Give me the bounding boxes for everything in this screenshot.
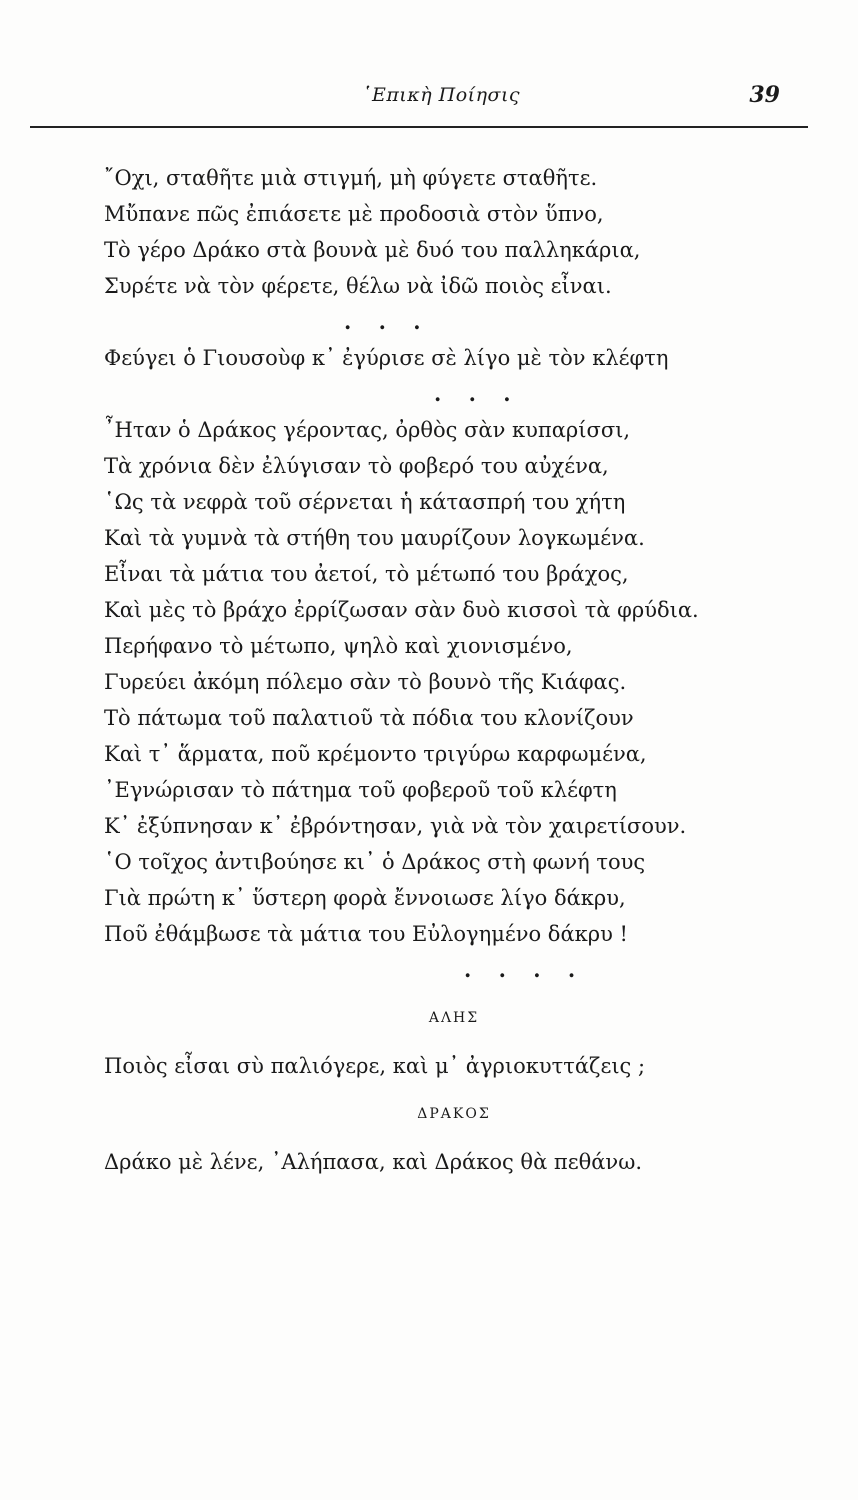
speaker-name-alis: ΑΛΗΣ	[428, 1010, 480, 1026]
page-number: 39	[749, 82, 780, 108]
verse-line: Καὶ τ᾿ ἅρματα, ποῦ κρέμοντο τριγύρω καρφωμένα,	[104, 742, 647, 766]
poem-body	[104, 160, 784, 1180]
running-head	[96, 84, 786, 116]
verse-line: Συρέτε νὰ τὸν φέρετε, θέλω νὰ ἰδῶ ποιὸς εἶναι.	[104, 274, 612, 298]
verse-line: Τὸ πάτωμα τοῦ παλατιοῦ τὰ πόδια του κλονίζουν	[104, 706, 634, 730]
verse-line: Κ᾿ ἐξύπνησαν κ᾿ ἐβρόντησαν, γιὰ νὰ τὸν χαιρετίσουν.	[104, 814, 687, 838]
header-rule	[30, 126, 808, 128]
verse-line: Περήφανο τὸ μέτωπο, ψηλὸ καὶ χιονισμένο,	[104, 634, 573, 658]
verse-line: Μὔπανε πῶς ἐπιάσετε μὲ προδοσιὰ στὸν ὕπνο,	[104, 202, 604, 226]
ellipsis-divider: . . . .	[464, 957, 586, 982]
verse-line: Εἶναι τὰ μάτια του ἀετοί, τὸ μέτωπό του βράχος,	[104, 562, 629, 586]
spacer	[104, 1084, 784, 1096]
verse-line: Καὶ μὲς τὸ βράχο ἐρρίζωσαν σὰν δυὸ κισσοὶ τὰ φρύδια.	[104, 598, 699, 622]
running-title: ῾Επικὴ Ποίησις	[361, 84, 521, 106]
verse-line: Τὰ χρόνια δὲν ἐλύγισαν τὸ φοβερό του αὐχένα,	[104, 454, 609, 478]
verse-line: ῏Ηταν ὁ Δράκος γέροντας, ὀρθὸς σὰν κυπαρίσσι,	[104, 418, 631, 442]
spacer	[104, 1132, 784, 1144]
verse-line: Γυρεύει ἀκόμη πόλεμο σὰν τὸ βουνὸ τῆς Κιάφας.	[104, 670, 627, 694]
verse-line: ᾿Εγνώρισαν τὸ πάτημα τοῦ φοβεροῦ τοῦ κλέφτη	[104, 778, 617, 802]
verse-line: Τὸ γέρο Δράκο στὰ βουνὰ μὲ δυό του παλληκάρια,	[104, 238, 641, 262]
verse-line: ῎Οχι, σταθῆτε μιὰ στιγμή, μὴ φύγετε σταθῆτε.	[104, 166, 598, 190]
verse-line: Γιὰ πρώτη κ᾿ ὕστερη φορὰ ἔννοιωσε λίγο δάκρυ,	[104, 886, 626, 910]
narration-line: Φεύγει ὁ Γιουσοὺφ κ᾿ ἐγύρισε σὲ λίγο μὲ τὸν κλέφτη	[104, 346, 669, 370]
verse-line: ῾Ο τοῖχος ἀντιβούησε κι᾿ ὁ Δράκος στὴ φωνή τους	[104, 850, 646, 874]
ellipsis-divider: . . .	[434, 381, 521, 406]
dialogue-line: Δράκο μὲ λένε, ᾿Αλήπασα, καὶ Δράκος θὰ πεθάνω.	[104, 1150, 643, 1174]
verse-line: Ποῦ ἐθάμβωσε τὰ μάτια του Εὐλογημένο δάκρυ !	[104, 922, 628, 946]
dialogue-line: Ποιὸς εἶσαι σὺ παλιόγερε, καὶ μ᾿ ἀγριοκυττάζεις ;	[104, 1054, 646, 1078]
verse-line: ῾Ως τὰ νεφρὰ τοῦ σέρνεται ἡ κάτασπρή του χήτη	[104, 490, 626, 514]
speaker-name-drakos: ΔΡΑΚΟΣ	[417, 1106, 491, 1122]
spacer	[104, 988, 784, 1000]
verse-line: Καὶ τὰ γυμνὰ τὰ στήθη του μαυρίζουν λογκωμένα.	[104, 526, 645, 550]
spacer	[104, 1036, 784, 1048]
ellipsis-divider: . . .	[344, 309, 431, 334]
